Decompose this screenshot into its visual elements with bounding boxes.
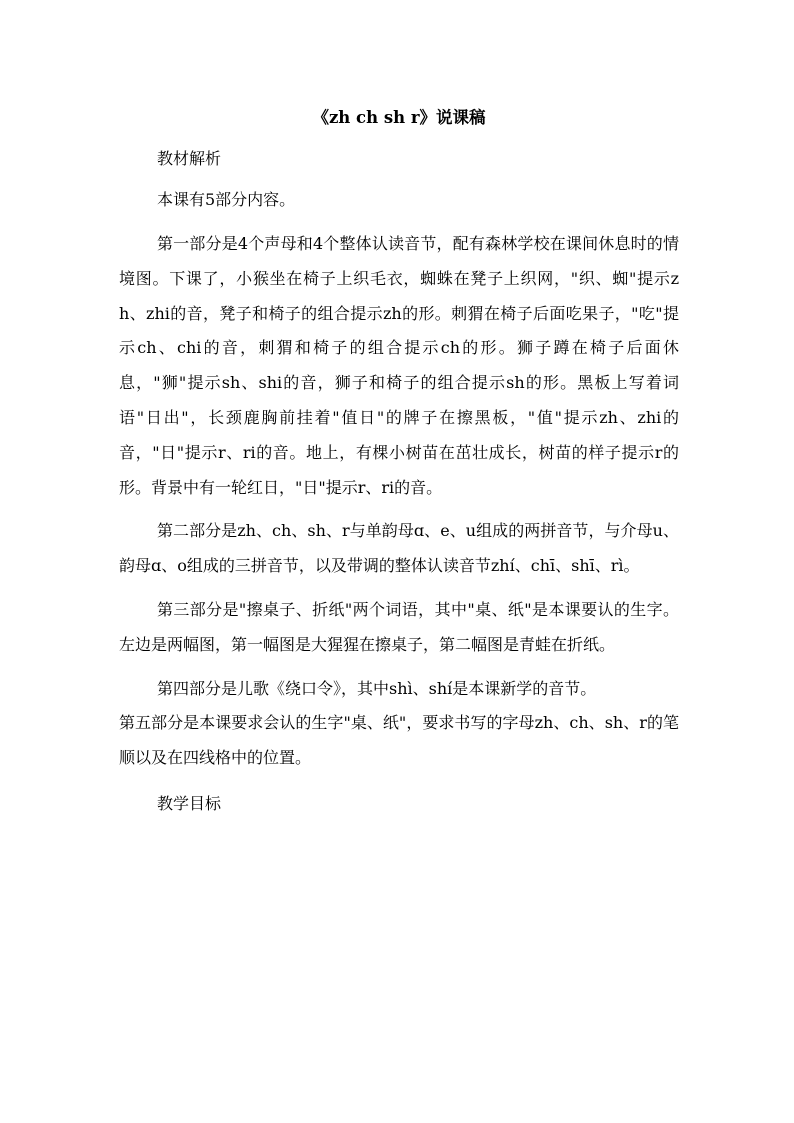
paragraph-part-5: 第五部分是本课要求会认的生字"桌、纸"，要求书写的字母zh、ch、sh、r的笔顺以及在四线格中的位置。 — [119, 713, 679, 768]
paragraph-part-2: 第二部分是zh、ch、sh、r与单韵母ɑ、e、u组成的两拼音节，与介母u、韵母ɑ、o组成的三拼音节，以及带调的整体认读音节zhí、chī、shī、rì。 — [119, 521, 679, 576]
intro-paragraph: 本课有5部分内容。 — [157, 190, 296, 209]
paragraph-part-1: 第一部分是4个声母和4个整体认读音节，配有森林学校在课间休息时的情境图。下课了，小猴坐在椅子上织毛衣，蜘蛛在凳子上织网，"织、蜘"提示zh、zhi的音，凳子和椅子的组合提示zh的形。刺猬在椅子后面吃果子，"吃"提示ch、chi的音，刺猬和椅子的组合提示ch的形。狮子蹲在椅子后面休息，"狮"提示sh、shi的音，狮子和椅子的组合提示sh的形。黑板上写着词语"日出"，长颈鹿胸前挂着"值日"的牌子在擦黑板，"值"提示zh、zhi的音，"日"提示r、ri的音。地上，有棵小树苗在茁壮成长，树苗的样子提示r的形。背景中有一轮红日，"日"提示r、ri的音。 — [119, 234, 679, 497]
document-title: 《zh ch sh r》说课稿 — [312, 108, 486, 127]
section-heading-material: 教材解析 — [157, 149, 222, 168]
paragraph-part-4: 第四部分是儿歌《绕口令》，其中shì、shí是本课新学的音节。 — [157, 678, 597, 698]
paragraph-part-3: 第三部分是"擦桌子、折纸"两个词语，其中"桌、纸"是本课要认的生字。左边是两幅图，第一幅图是大猩猩在擦桌子，第二幅图是青蛙在折纸。 — [119, 599, 679, 654]
section-heading-goals: 教学目标 — [157, 793, 222, 813]
document-page — [119, 104, 679, 831]
